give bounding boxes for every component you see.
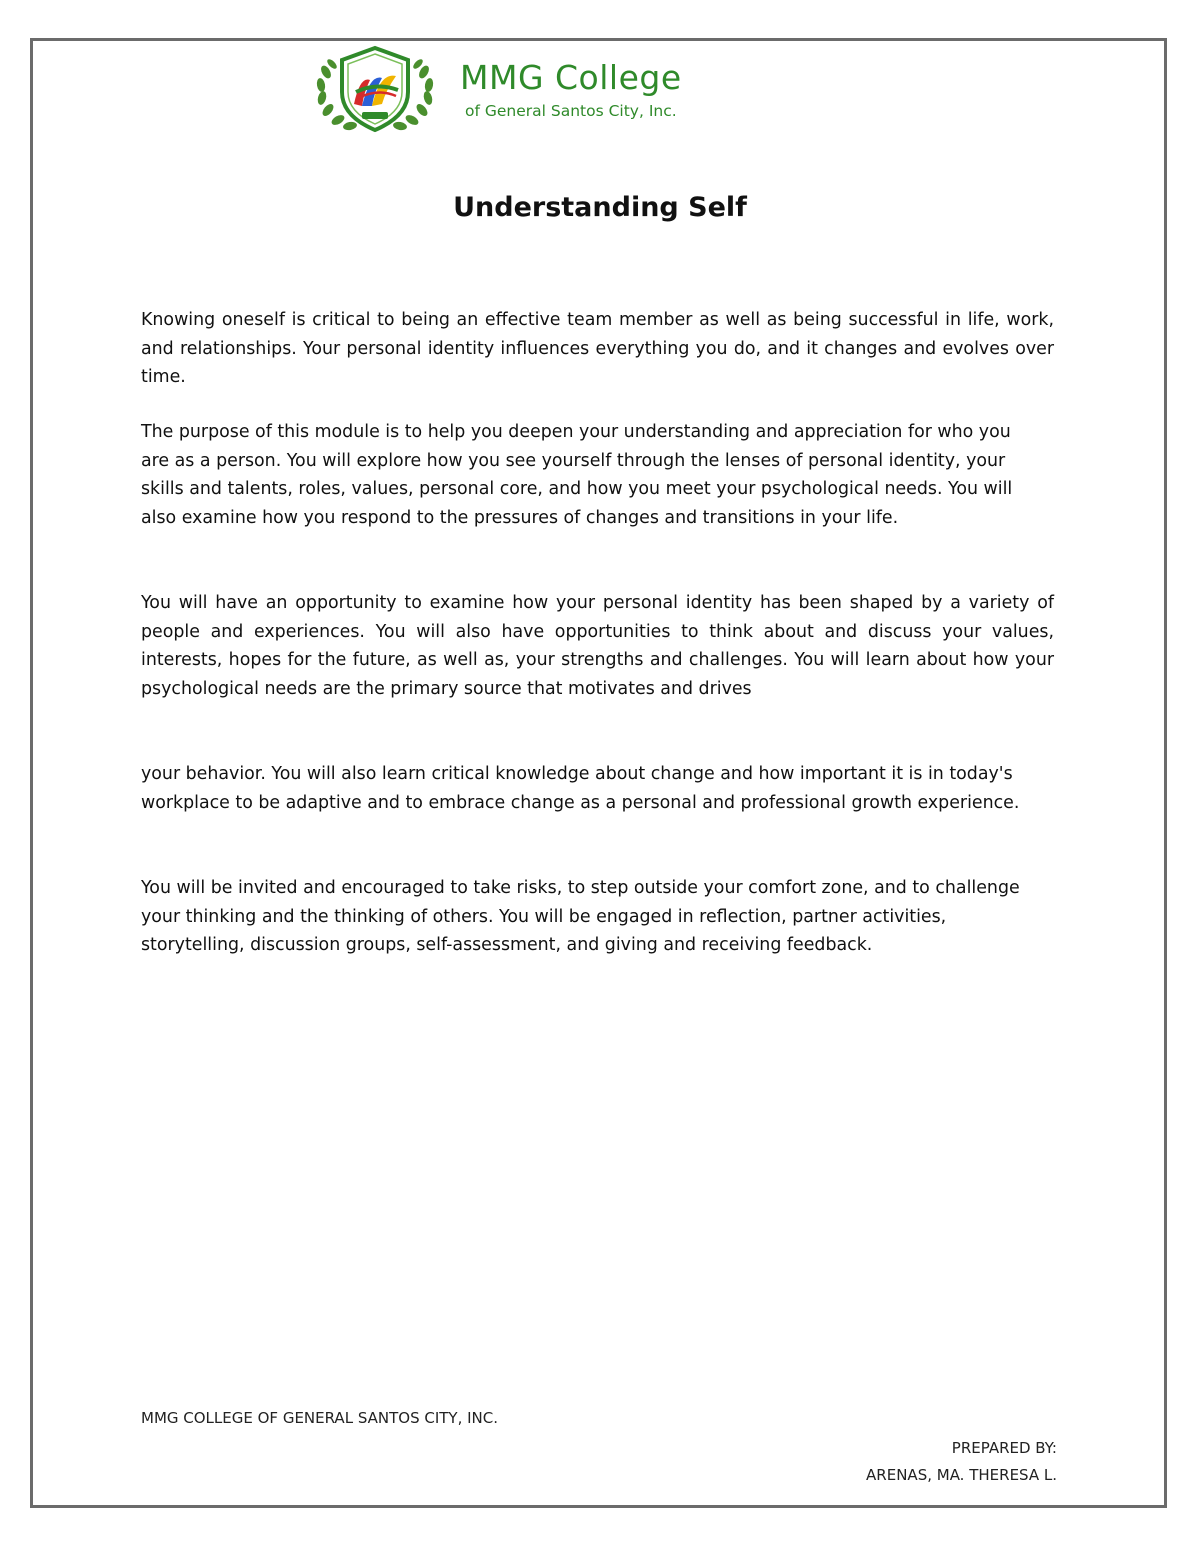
prepared-by-name: ARENAS, MA. THERESA L. [866, 1466, 1057, 1484]
paragraph-intro: Knowing oneself is critical to being an effective team member as well as being successful in life, work, and relationships. Your personal identity influences everything you do, and it changes and evolves over time. [141, 310, 1054, 388]
college-seal-logo [312, 40, 438, 136]
paragraph-purpose: The purpose of this module is to help you deepen your understanding and appreciation for who you are as a person. You will explore how you see yourself through the lenses of personal identity, your skills and talents, roles, values, personal core, and how you meet your psychological needs. You will also examine how you respond to the pressures of changes and transitions in your life. [141, 422, 1013, 528]
footer-prepared-by [866, 1435, 1057, 1489]
paragraph-opportunity: You will have an opportunity to examine how your personal identity has been shaped by a variety of people and experiences. You will also have opportunities to think about and discuss your values, interests, hopes for the future, as well as, your strengths and challenges. You will learn about how your psychological needs are the primary source that motivates and drives [141, 593, 1054, 699]
college-name: MMG College [460, 58, 682, 97]
footer-institution: MMG COLLEGE OF GENERAL SANTOS CITY, INC. [141, 1409, 499, 1427]
college-subtitle: of General Santos City, Inc. [465, 102, 677, 120]
document-title: Understanding Self [453, 192, 747, 223]
paragraph-invitation: You will be invited and encouraged to take risks, to step outside your comfort zone, and to challenge your thinking and the thinking of others. You will be engaged in reflection, partner activities, storytelling, discussion groups, self-assessment, and giving and receiving feedback. [141, 878, 1020, 956]
college-header [312, 40, 732, 136]
paragraph-behavior: your behavior. You will also learn critical knowledge about change and how important it is in today's workplace to be adaptive and to embrace change as a personal and professional growth experience. [141, 764, 1020, 813]
prepared-by-label: PREPARED BY: [951, 1439, 1057, 1457]
